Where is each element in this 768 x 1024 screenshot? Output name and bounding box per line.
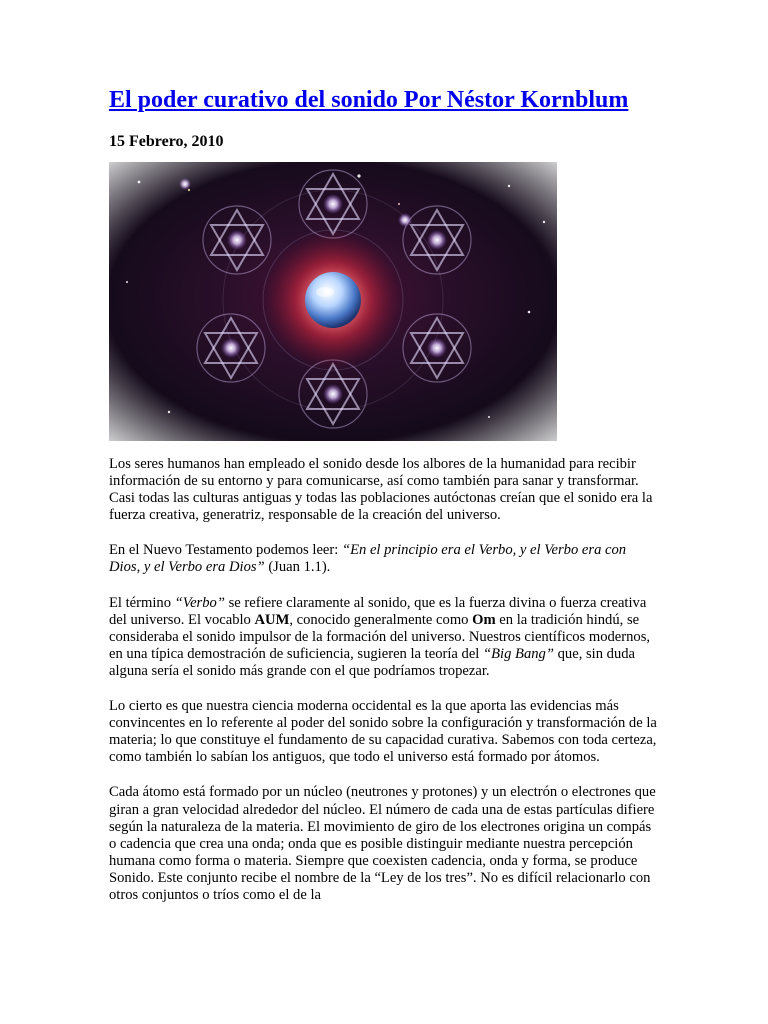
text-run: Cada átomo está formado por un núcleo (neutrones y protones) y un electrón o electrones que giran a gran velocidad alrededor del núcleo. El número de cada una de estas partículas difiere según la naturaleza de la materia. El movimiento de giro de los electrones origina un compás o cadencia que crea una onda; onda que es posible distinguir mediante nuestra percepción humana como forma o materia. Siempre que coexisten cadencia, onda y forma, se produce Sonido. Este conjunto recibe el nombre de la “Ley de los tres”. No es difícil relacionarlo con otros conjuntos o tríos como el de la [109,784,656,903]
document-page [109,84,657,904]
italic-quote: “Verbo” [174,594,225,611]
publication-date: 15 Febrero, 2010 [109,133,224,150]
bold-term: Om [472,611,496,628]
text-run: Los seres humanos han empleado el sonido desde los albores de la humanidad para recibir información de su entorno y para comunicarse, así como también para sanar y transformar. Casi todas las culturas antiguas y todas las poblaciones autóctonas creían que el sonido era la fuerza creativa, generatriz, responsable de la creación del universo. [109,456,653,524]
body-paragraph [109,456,657,524]
text-run: El término [109,594,175,611]
body-paragraph [109,542,657,576]
body-paragraph [109,784,657,904]
text-run: Lo cierto es que nuestra ciencia moderna occidental es la que aporta las evidencias más convincentes en lo referente al poder del sonido sobre la configuración y transformación de la materia; lo que constituye el fundamento de su capacidad curativa. Sabemos con toda certeza, como también lo sabían los antiguos, que todo el universo está formado por átomos. [109,698,657,766]
text-run: en la tradición hindú, se consideraba el sonido impulsor de la formación del universo. Nuestros científicos modernos, en una típica demostración de suficiencia, sugieren la teoría del [109,611,651,662]
text-run: se refiere claramente al sonido, que es la fuerza divina o fuerza creativa del universo. El vocablo [109,594,647,628]
italic-quote: “Big Bang” [483,645,554,662]
page-title [109,84,657,116]
bold-term: AUM [254,611,290,628]
text-run: En el Nuevo Testamento podemos leer: [109,542,342,559]
italic-quote: “En el principio era el Verbo, y el Verbo era con Dios, y el Verbo era Dios” [109,542,627,576]
cosmic-sacred-geometry-image [109,162,557,441]
text-run: , conocido generalmente como [289,611,473,628]
title-link[interactable]: El poder curativo del sonido Por Néstor Kornblum [109,87,629,113]
article-body [109,456,657,904]
text-run: que, sin duda alguna sería el sonido más grande con el que podríamos tropezar. [109,645,636,679]
body-paragraph [109,595,657,680]
text-run: (Juan 1.1). [264,559,331,576]
body-paragraph [109,698,657,766]
